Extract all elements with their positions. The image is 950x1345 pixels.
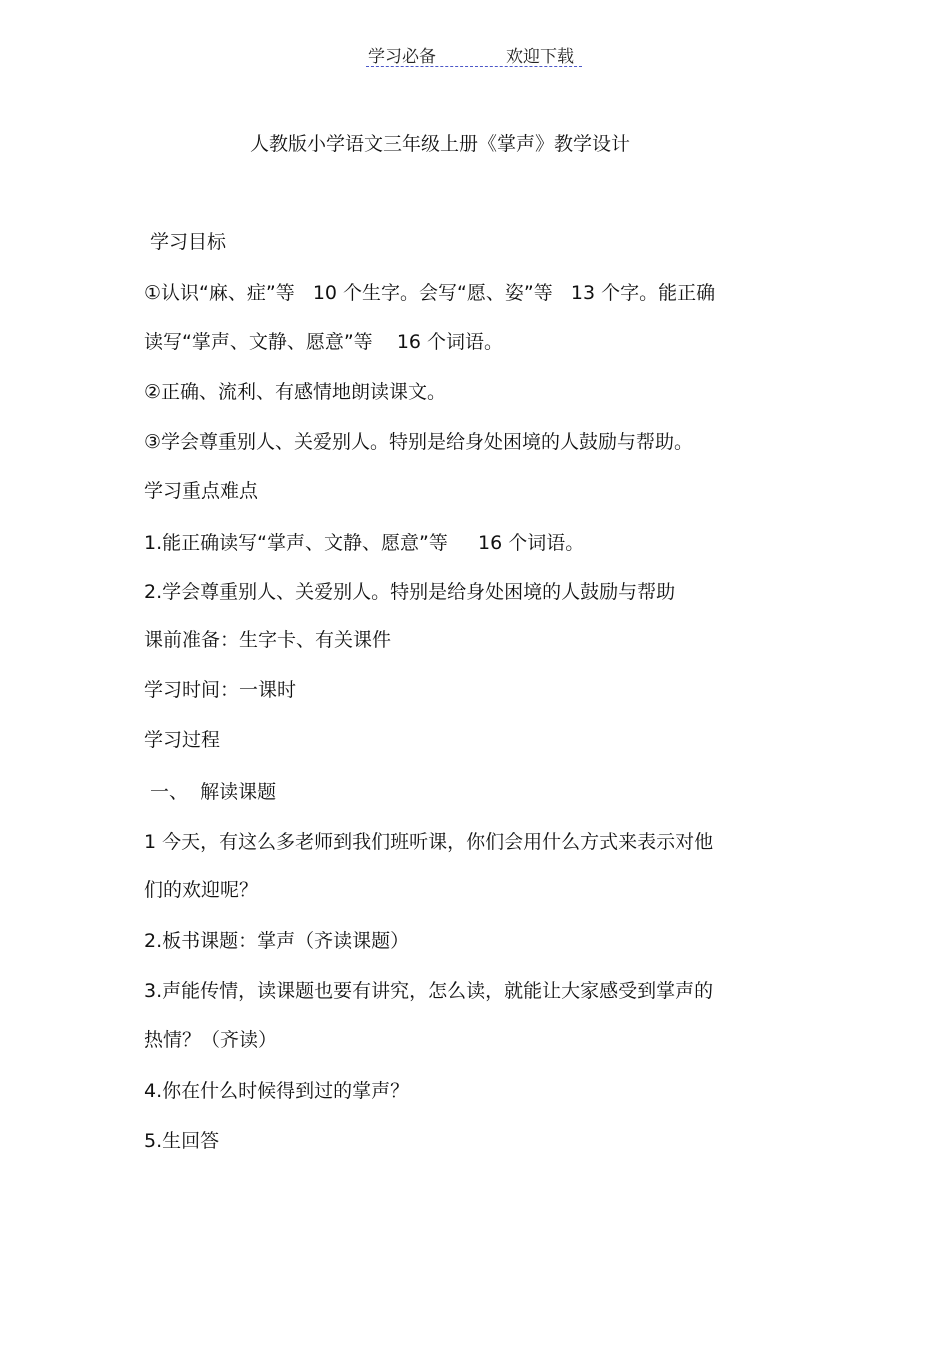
- section-heading-process: 学习过程: [144, 729, 221, 751]
- goal-2: ②正确、流利、有感情地朗读课文。: [144, 381, 447, 403]
- step-3-line-1: 3.声能传情，读课题也要有讲究，怎么读，就能让大家感受到掌声的: [144, 980, 714, 1002]
- goal-3: ③学会尊重别人、关爱别人。特别是给身处困境的人鼓励与帮助。: [144, 431, 694, 453]
- page-header: [366, 40, 582, 67]
- step-4: 4.你在什么时候得到过的掌声？: [144, 1080, 410, 1102]
- preparation: 课前准备：生字卡、有关课件: [144, 629, 392, 651]
- step-2: 2.板书课题：掌声（齐读课题）: [144, 930, 410, 952]
- document-title: 人教版小学语文三年级上册《掌声》教学设计: [250, 133, 631, 155]
- step-5: 5.生回答: [144, 1130, 220, 1152]
- step-1-line-2: 们的欢迎呢？: [144, 879, 259, 901]
- section-heading-key-points: 学习重点难点: [144, 480, 259, 502]
- step-3-line-2: 热情？（齐读）: [144, 1029, 278, 1051]
- header-right-text: 欢迎下载: [506, 47, 574, 67]
- goal-1-line-2: 读写“掌声、文静、愿意”等 16 个词语。: [144, 331, 504, 353]
- step-heading-1: 一、 解读课题: [144, 781, 277, 803]
- section-heading-goals: 学习目标: [144, 231, 227, 253]
- key-point-2: 2.学会尊重别人、关爱别人。特别是给身处困境的人鼓励与帮助: [144, 581, 676, 603]
- step-1-line-1: 1 今天，有这么多老师到我们班听课，你们会用什么方式来表示对他: [144, 831, 714, 853]
- goal-1-line-1: ①认识“麻、症”等 10 个生字。会写“愿、姿”等 13 个字。能正确: [144, 282, 716, 304]
- study-time: 学习时间：一课时: [144, 679, 297, 701]
- header-left-text: 学习必备: [368, 47, 436, 67]
- key-point-1: 1.能正确读写“掌声、文静、愿意”等 16 个词语。: [144, 532, 585, 554]
